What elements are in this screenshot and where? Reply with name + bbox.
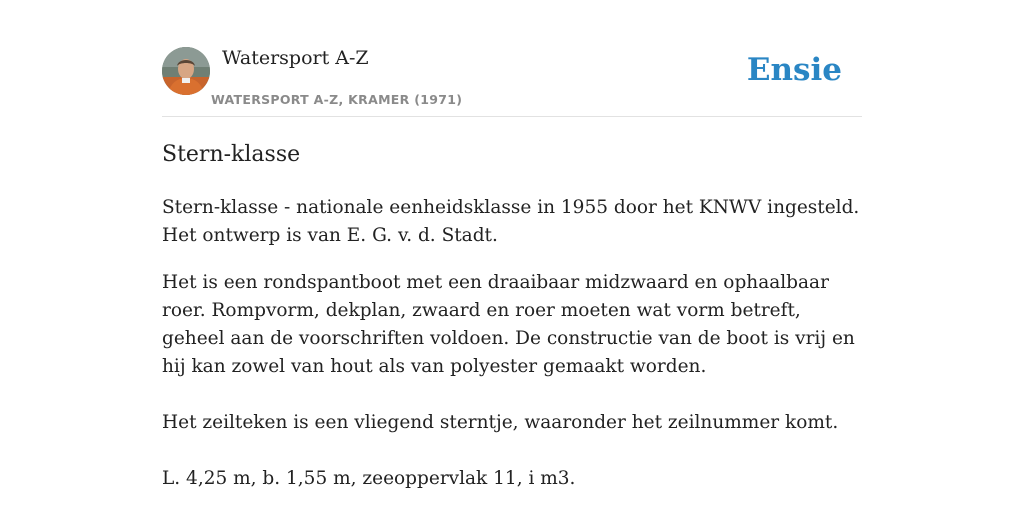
source-title[interactable]: Watersport A-Z xyxy=(222,47,369,69)
author-avatar[interactable] xyxy=(162,47,210,95)
paragraph-definition: Stern-klasse - nationale eenheidsklasse in 1955 door het KNWV ingesteld. Het ontwerp is van E. G. v. d. Stadt. xyxy=(162,197,860,246)
brand-logo[interactable]: Ensie xyxy=(746,52,842,88)
article-body xyxy=(162,140,862,493)
avatar-photo-icon xyxy=(162,47,210,95)
source-subtitle[interactable]: WATERSPORT A-Z, KRAMER (1971) xyxy=(211,92,463,107)
entry-title: Stern-klasse xyxy=(162,142,301,167)
source-header xyxy=(162,46,862,117)
paragraph-sail-mark: Het zeilteken is een vliegend sterntje, waaronder het zeilnummer komt. xyxy=(162,412,839,433)
paragraph-dimensions: L. 4,25 m, b. 1,55 m, zeeoppervlak 11, i m3. xyxy=(162,468,576,489)
paragraph-description: Het is een rondspantboot met een draaibaar midzwaard en ophaalbaar roer. Rompvorm, dekplan, zwaard en roer moeten wat vorm betreft, geheel aan de voorschriften voldoen. De constructie van de boot is vrij en hij kan zowel van hout als van polyester gemaakt worden. xyxy=(162,272,855,377)
